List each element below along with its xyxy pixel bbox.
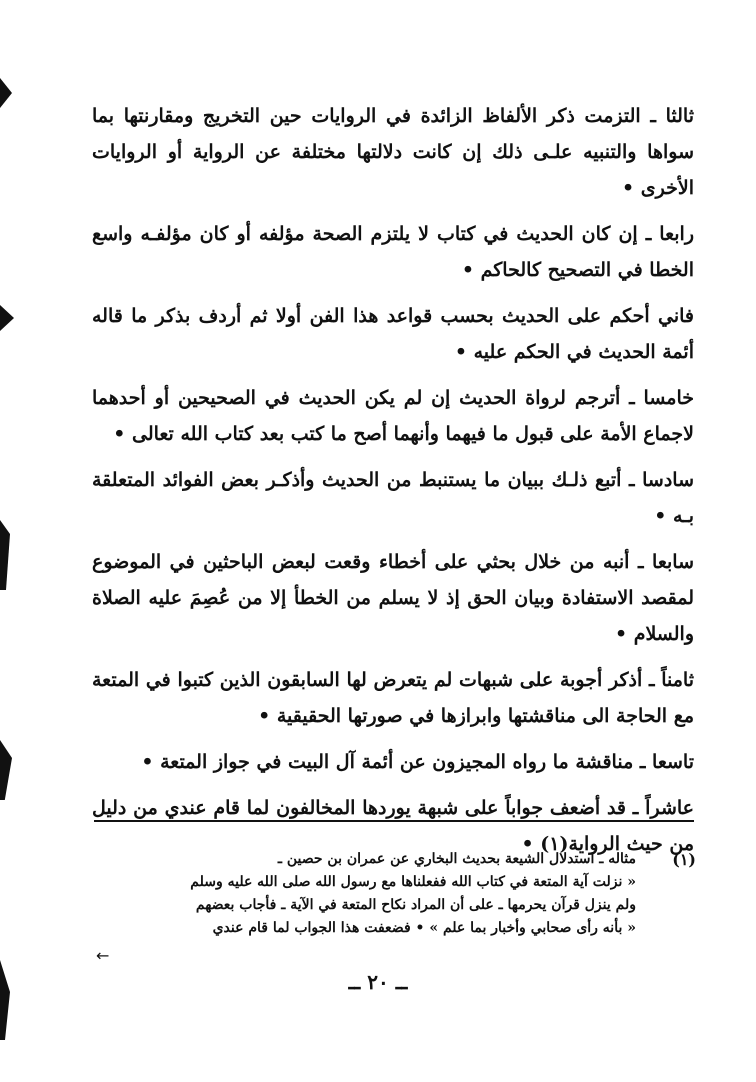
main-text	[92, 98, 694, 872]
paragraph-ninth: تاسعا ـ مناقشة ما رواه المجيزون عن أئمة آل البيت في جواز المتعة •	[141, 751, 694, 773]
continuation-arrow-icon: ←	[96, 946, 110, 965]
binding-mark	[0, 78, 12, 108]
binding-mark	[0, 740, 12, 800]
paragraph-third: ثالثا ـ التزمت ذكر الألفاظ الزائدة في الروايات حين التخريج ومقارنتها بما سواها والتنبيه علـى ذلك إن كانت دلالتها مختلفة عن الرواية أو الروايات الأخرى •	[92, 105, 694, 199]
footnote-text	[92, 848, 636, 940]
paragraph-fourth-continued: فاني أحكم على الحديث بحسب قواعد هذا الفن أولا ثم أردف بذكر ما قاله أئمة الحديث في الحكم عليه •	[92, 305, 694, 363]
paragraph-seventh: سابعا ـ أنبه من خلال بحثي على أخطاء وقعت لبعض الباحثين في الموضوع لمقصد الاستفادة وبيان الحق إذ لا يسلم من الخطأ إلا من عُصِمَ عليه الصلاة والسلام •	[92, 551, 694, 645]
paragraph-tenth: عاشراً ـ قد أضعف جواباً على شبهة يوردها المخالفون لما قام عندي من دليل من حيث الرواية(١) •	[92, 797, 694, 855]
paragraph-eighth: ثامناً ـ أذكر أجوبة على شبهات لم يتعرض لها السابقون الذين كتبوا في المتعة مع الحاجة الى مناقشتها وابرازها في صورتها الحقيقية •	[92, 669, 694, 727]
footnote	[92, 848, 696, 940]
paragraph-sixth: سادسا ـ أتبع ذلـك ببيان ما يستنبط من الحديث وأذكـر بعض الفوائد المتعلقة بـه •	[92, 469, 694, 527]
footnote-line: « نزلت آية المتعة في كتاب الله ففعلناها مع رسول الله صلى الله عليه وسلم	[190, 874, 636, 890]
paragraph-fourth: رابعا ـ إن كان الحديث في كتاب لا يلتزم الصحة مؤلفه أو كان مؤلفـه واسع الخطا في التصحيح كالحاكم •	[92, 223, 694, 281]
footnote-divider	[94, 820, 694, 822]
page-number: ــ ٢٠ ــ	[348, 970, 408, 994]
paragraph-fifth: خامسا ـ أترجم لرواة الحديث إن لم يكن الحديث في الصحيحين أو أحدهما لاجماع الأمة على قبول ما فيهما وأنهما أصح ما كتب بعد كتاب الله تعالى •	[92, 387, 694, 445]
footnote-line: « بأنه رأى صحابي وأخبار بما علم » • فضعفت هذا الجواب لما قام عندي	[212, 920, 636, 936]
footnote-number: (١)	[672, 850, 696, 869]
binding-mark	[0, 305, 14, 331]
binding-mark	[0, 520, 10, 590]
footnote-line: مثاله ـ استدلال الشيعة بحديث البخاري عن عمران بن حصين ـ	[277, 851, 636, 867]
footnote-line: ولم ينزل قرآن يحرمها ـ على أن المراد نكاح المتعة في الآية ـ فأجاب بعضهم	[195, 897, 636, 913]
